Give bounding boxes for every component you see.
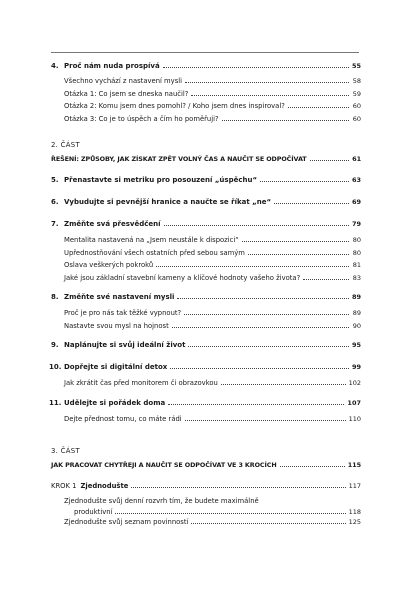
chapter-number: 10. bbox=[49, 363, 62, 371]
page-number: 107 bbox=[347, 398, 361, 407]
chapter-title: Změňte svá přesvědčení bbox=[64, 220, 161, 228]
toc-entry-chapter-9[interactable] bbox=[51, 341, 361, 354]
page-number: 60 bbox=[352, 102, 361, 110]
toc-entry-chapter-5[interactable] bbox=[51, 176, 361, 189]
page-number: 102 bbox=[348, 379, 361, 387]
page-number: 89 bbox=[351, 293, 361, 301]
toc-subentry[interactable] bbox=[51, 497, 361, 516]
toc-subentry[interactable] bbox=[51, 90, 361, 103]
part-label: 3. ČÁST bbox=[51, 447, 80, 455]
toc-entry-chapter-10[interactable] bbox=[51, 363, 361, 376]
toc-subentry[interactable] bbox=[51, 236, 361, 249]
dot-leader bbox=[184, 314, 349, 315]
page-number: 90 bbox=[352, 321, 361, 330]
page-number: 58 bbox=[352, 77, 361, 85]
toc-subentry[interactable] bbox=[51, 115, 361, 128]
dot-leader bbox=[131, 487, 345, 488]
page-number: 83 bbox=[352, 273, 361, 282]
table-of-contents bbox=[51, 62, 361, 531]
dot-leader bbox=[221, 384, 346, 385]
part-label: 2. ČÁST bbox=[51, 141, 80, 149]
toc-entry-chapter-7[interactable] bbox=[51, 220, 361, 233]
toc-subentry[interactable] bbox=[51, 102, 361, 115]
page-number: 95 bbox=[351, 341, 361, 349]
subentry-title-line-1: Zjednodušte svůj denní rozvrh tím, že budete maximálně bbox=[64, 497, 259, 505]
dot-leader bbox=[288, 107, 349, 108]
chapter-number: 4. bbox=[51, 62, 59, 70]
dot-leader bbox=[185, 82, 349, 83]
chapter-title: Udělejte si pořádek doma bbox=[64, 398, 166, 407]
page-number: 60 bbox=[352, 114, 361, 123]
chapter-number: 8. bbox=[51, 293, 59, 301]
dot-leader bbox=[310, 160, 349, 161]
step-title: Zjednodušte bbox=[80, 482, 129, 490]
subentry-title: Jaké jsou základní stavební kameny a klíčové hodnoty vašeho života? bbox=[64, 273, 301, 282]
toc-subentry[interactable] bbox=[51, 274, 361, 287]
toc-subentry[interactable] bbox=[51, 379, 361, 392]
page-number: 80 bbox=[352, 248, 361, 257]
dot-leader bbox=[156, 266, 349, 267]
dot-leader bbox=[170, 368, 349, 369]
subentry-title: Proč je pro nás tak těžké vypnout? bbox=[64, 309, 182, 317]
dot-leader bbox=[191, 523, 345, 524]
chapter-title: Změňte své nastavení mysli bbox=[64, 293, 175, 301]
chapter-title: Naplánujte si svůj ideální život bbox=[64, 341, 186, 349]
dot-leader bbox=[164, 225, 349, 226]
dot-leader bbox=[222, 120, 349, 121]
toc-entry-part-3[interactable] bbox=[51, 461, 361, 474]
page-number: 69 bbox=[351, 198, 361, 206]
chapter-title: Vybudujte si pevnější hranice a naučte se říkat „ne“ bbox=[64, 198, 272, 206]
subentry-title: Otázka 2: Komu jsem dnes pomohl? / Koho jsem dnes inspiroval? bbox=[64, 102, 285, 110]
dot-leader bbox=[242, 241, 349, 242]
toc-subentry[interactable] bbox=[51, 322, 361, 335]
dot-leader bbox=[185, 420, 346, 421]
chapter-title: Dopřejte si digitální detox bbox=[64, 363, 168, 371]
page-number: 115 bbox=[347, 461, 361, 469]
toc-subentry[interactable] bbox=[51, 309, 361, 322]
step-label: KROK 1 bbox=[51, 482, 77, 490]
subentry-title: Otázka 1: Co jsem se dneska naučil? bbox=[64, 89, 189, 98]
top-divider bbox=[51, 52, 359, 53]
dot-leader bbox=[274, 203, 349, 204]
toc-subentry[interactable] bbox=[51, 518, 361, 531]
dot-leader bbox=[168, 404, 344, 405]
page-number: 89 bbox=[352, 309, 361, 317]
subentry-title: Dejte přednost tomu, co máte rádi bbox=[64, 414, 182, 423]
subentry-title: Mentalita nastavená na „Jsem neustále k dispozici“ bbox=[64, 236, 239, 244]
chapter-number: 11. bbox=[49, 398, 62, 407]
subentry-title: Otázka 3: Co je to úspěch a čím ho poměřuji? bbox=[64, 114, 219, 123]
dot-leader bbox=[163, 67, 349, 68]
page-number: 63 bbox=[351, 176, 361, 184]
dot-leader bbox=[248, 254, 349, 255]
chapter-number: 9. bbox=[51, 341, 59, 349]
page-number: 117 bbox=[348, 482, 361, 490]
toc-subentry[interactable] bbox=[51, 77, 361, 90]
chapter-title: Přenastavte si metriku pro posouzení „úspěchu“ bbox=[64, 176, 258, 184]
subentry-title: Oslava veškerých pokroků bbox=[64, 261, 154, 269]
subentry-title: Jak zkrátit čas před monitorem či obrazovkou bbox=[64, 379, 218, 387]
toc-entry-part-2[interactable] bbox=[51, 155, 361, 168]
subentry-title: Zjednodušte svůj seznam povinností bbox=[64, 518, 189, 526]
subentry-title: Nastavte svou mysl na hojnost bbox=[64, 321, 169, 330]
chapter-number: 7. bbox=[51, 220, 59, 228]
dot-leader bbox=[115, 513, 345, 514]
page-number: 59 bbox=[352, 89, 361, 98]
page-number: 99 bbox=[351, 363, 361, 371]
chapter-number: 6. bbox=[51, 198, 59, 206]
toc-entry-chapter-11[interactable] bbox=[51, 399, 361, 412]
dot-leader bbox=[177, 298, 349, 299]
subentry-title-line-2: produktivní bbox=[74, 508, 113, 516]
page-number: 81 bbox=[352, 261, 361, 269]
page-number: 80 bbox=[352, 236, 361, 244]
chapter-title: Proč nám nuda prospívá bbox=[64, 62, 160, 70]
toc-subentry[interactable] bbox=[51, 415, 361, 428]
dot-leader bbox=[280, 466, 345, 467]
dot-leader bbox=[260, 181, 349, 182]
toc-entry-chapter-8[interactable] bbox=[51, 293, 361, 306]
page-number: 110 bbox=[348, 414, 361, 423]
subentry-title: Upřednostňování všech ostatních před sebou samým bbox=[64, 248, 245, 257]
page-number: 61 bbox=[352, 155, 361, 163]
page-number: 55 bbox=[351, 62, 361, 70]
page-number: 79 bbox=[351, 220, 361, 228]
toc-entry-krok-1[interactable] bbox=[51, 482, 361, 495]
dot-leader bbox=[188, 346, 348, 347]
toc-entry-chapter-4[interactable] bbox=[51, 62, 361, 75]
dot-leader bbox=[172, 327, 349, 328]
subentry-title: Všechno vychází z nastavení mysli bbox=[64, 77, 183, 85]
toc-subentry[interactable] bbox=[51, 261, 361, 274]
chapter-number: 5. bbox=[51, 176, 59, 184]
part-title: JAK PRACOVAT CHYTŘEJI A NAUČIT SE ODPOČÍVAT VE 3 KROCÍCH bbox=[51, 461, 277, 469]
dot-leader bbox=[191, 95, 349, 96]
toc-entry-chapter-6[interactable] bbox=[51, 198, 361, 211]
part-title: ŘEŠENÍ: ZPŮSOBY, JAK ZÍSKAT ZPĚT VOLNÝ ČAS A NAUČIT SE ODPOČÍVAT bbox=[51, 155, 307, 163]
dot-leader bbox=[303, 279, 349, 280]
page-number: 118 bbox=[348, 508, 361, 516]
toc-subentry[interactable] bbox=[51, 249, 361, 262]
page-number: 125 bbox=[348, 518, 361, 526]
